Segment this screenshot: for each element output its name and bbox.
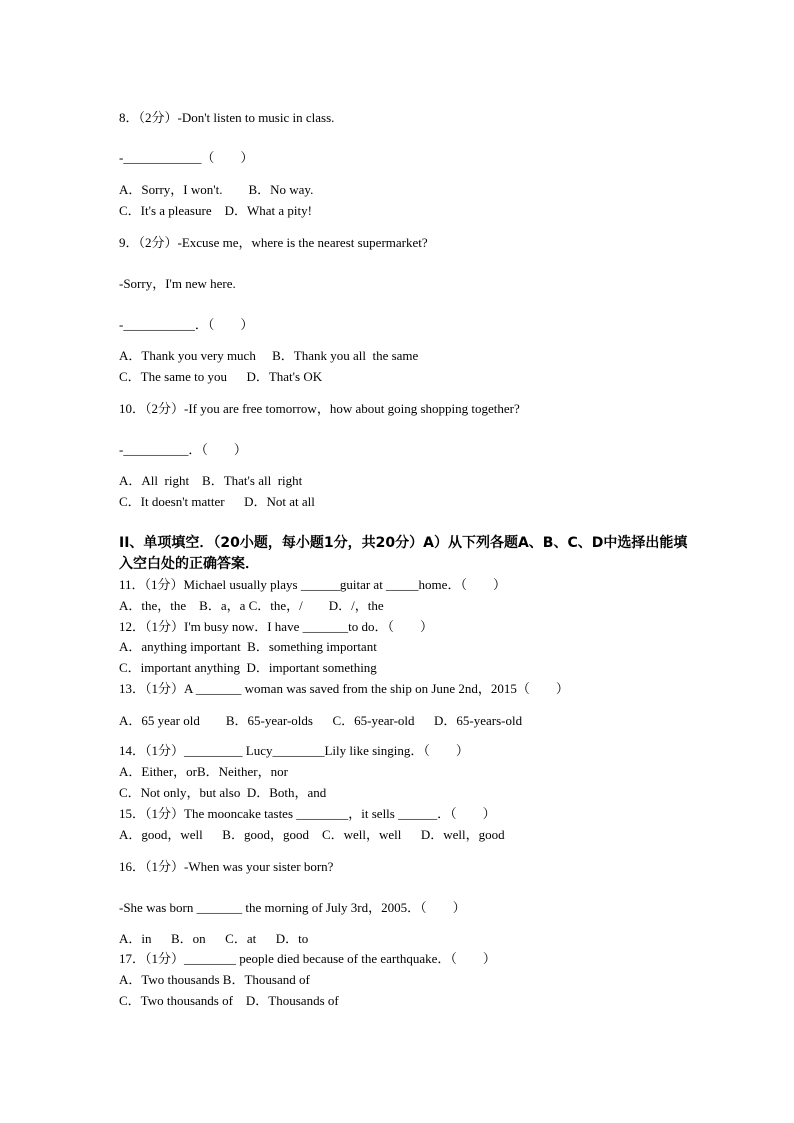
q9-options-ab: A．Thank you very much B．Thank you all the same bbox=[119, 348, 419, 363]
q9-reply: -Sorry，I'm new here. bbox=[119, 276, 236, 291]
q14-options-cd: C．Not only，but also D．Both，and bbox=[119, 785, 327, 800]
q8-options-cd: C．It's a pleasure D．What a pity! bbox=[119, 203, 312, 218]
q16-options: A．in B．on C．at D．to bbox=[119, 931, 309, 946]
q17-options-cd: C．Two thousands of D．Thousands of bbox=[119, 993, 339, 1008]
q8-stem: 8．（2分）-Don't listen to music in class. bbox=[119, 110, 335, 125]
q17-options-ab: A．Two thousands B．Thousand of bbox=[119, 972, 310, 987]
q14-stem: 14．（1分）_________ Lucy________Lily like singing．（ ） bbox=[119, 743, 469, 758]
q12-stem: 12．（1分）I'm busy now．I have _______to do．（ ） bbox=[119, 619, 433, 634]
q17-stem: 17．（1分）________ people died because of the earthquake．（ ） bbox=[119, 951, 496, 966]
q13-options: A．65 year old B．65-year-olds C．65-year-old D．65-years-old bbox=[119, 713, 523, 728]
q10-answer-blank: -__________．（ ） bbox=[119, 442, 247, 457]
q10-stem: 10．（2分）-If you are free tomorrow，how about going shopping together? bbox=[119, 401, 520, 416]
q15-stem: 15．（1分）The mooncake tastes ________，it sells ______．（ ） bbox=[119, 806, 496, 821]
q16-reply: -She was born _______ the morning of July 3rd，2005．（ ） bbox=[119, 900, 466, 915]
q9-stem: 9．（2分）-Excuse me，where is the nearest supermarket? bbox=[119, 235, 428, 250]
q9-answer-blank: -___________．（ ） bbox=[119, 317, 254, 332]
q12-options-ab: A．anything important B．something important bbox=[119, 639, 377, 654]
q13-stem: 13．（1分）A _______ woman was saved from the ship on June 2nd，2015（ ） bbox=[119, 681, 569, 696]
q8-answer-blank: -____________（ ） bbox=[119, 150, 254, 165]
q16-stem: 16．（1分）-When was your sister born? bbox=[119, 859, 334, 874]
q14-options-ab: A．Either，orB．Neither，nor bbox=[119, 764, 288, 779]
q8-options-ab: A．Sorry，I won't. B．No way. bbox=[119, 182, 314, 197]
q11-options: A．the，the B．a，a C．the，/ D．/，the bbox=[119, 598, 384, 613]
q15-options: A．good，well B．good，good C．well，well D．well，good bbox=[119, 827, 505, 842]
q9-options-cd: C．The same to you D．That's OK bbox=[119, 369, 323, 384]
q12-options-cd: C．important anything D．important something bbox=[119, 660, 377, 675]
q10-options-ab: A．All right B．That's all right bbox=[119, 473, 303, 488]
section-2-heading: II、单项填空．（20小题，每小题1分，共20分）A）从下列各题A、B、C、D中选择出能填入空白处的正确答案． bbox=[119, 535, 688, 572]
q11-stem: 11．（1分）Michael usually plays ______guitar at _____home．（ ） bbox=[119, 577, 506, 592]
q10-options-cd: C．It doesn't matter D．Not at all bbox=[119, 494, 315, 509]
